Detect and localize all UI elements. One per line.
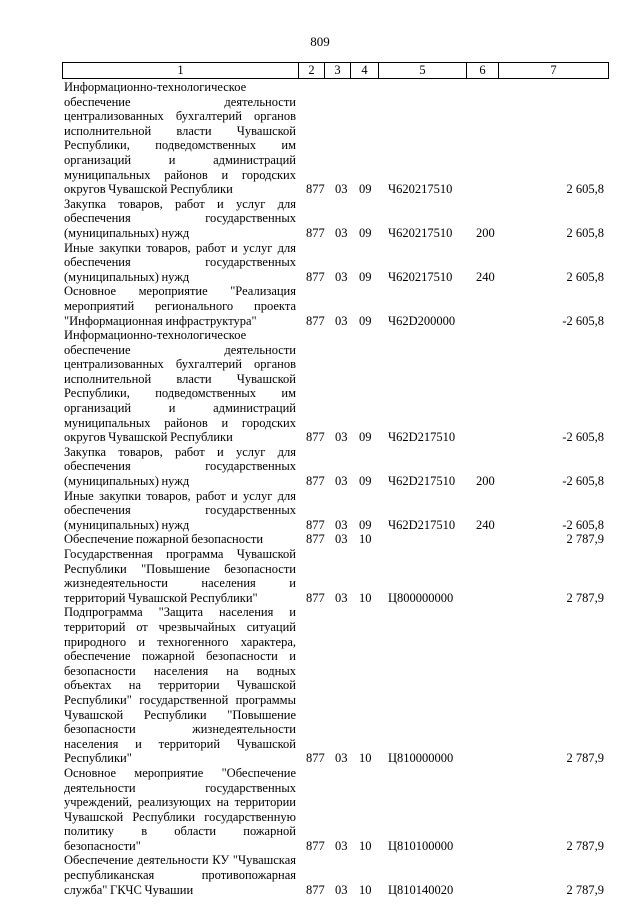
row-section-code: 03: [335, 225, 348, 240]
row-subsection-code: 09: [359, 182, 372, 197]
table-header: [62, 62, 609, 79]
row-section-code: 03: [335, 430, 348, 445]
row-target-article: Ц810140020: [388, 882, 454, 897]
row-ministry-code: 877: [306, 269, 325, 284]
row-ministry-code: 877: [306, 882, 325, 897]
row-subsection-code: 10: [359, 882, 372, 897]
row-amount: 2 787,9: [566, 882, 604, 897]
row-ministry-code: 877: [306, 182, 325, 197]
row-description: Обеспечение деятельности КУ "Чувашская республиканская противопожарная служба" ГКЧС Чувашии: [64, 853, 296, 897]
row-description: Обеспечение пожарной безопасности: [64, 532, 264, 547]
row-description: Иные закупки товаров, работ и услуг для обеспечения государственных (муниципальных) нужд: [64, 240, 296, 284]
row-subsection-code: 09: [359, 313, 372, 328]
row-section-code: 03: [335, 517, 348, 532]
table-row: [0, 241, 640, 285]
table-body: [0, 80, 640, 897]
row-target-article: Ч620217510: [388, 182, 453, 197]
row-target-article: Ч62D217510: [388, 430, 456, 445]
row-section-code: 03: [335, 751, 348, 766]
row-target-article: Ч62D200000: [388, 313, 456, 328]
header-col-3: 3: [325, 63, 351, 78]
row-ministry-code: 877: [306, 751, 325, 766]
row-subsection-code: 10: [359, 751, 372, 766]
row-subsection-code: 09: [359, 474, 372, 489]
row-ministry-code: 877: [306, 225, 325, 240]
row-subsection-code: 10: [359, 532, 372, 547]
table-row: [0, 445, 640, 489]
row-amount: 2 605,8: [566, 225, 604, 240]
row-description: Закупка товаров, работ и услуг для обеспечения государственных (муниципальных) нужд: [64, 196, 296, 240]
row-subsection-code: 09: [359, 517, 372, 532]
row-target-article: Ч620217510: [388, 225, 453, 240]
row-description: Информационно-технологическое обеспечение деятельности централизованных бухгалтерий органов исполнительной власти Чувашской Республики, подведомственных им организаций и администраций муниципальных районов и городских округов Чувашской Республики: [64, 80, 296, 197]
header-col-6: 6: [467, 63, 499, 78]
table-row: [0, 284, 640, 328]
row-section-code: 03: [335, 313, 348, 328]
table-row: [0, 80, 640, 197]
table-row: [0, 328, 640, 445]
row-amount: 2 787,9: [566, 532, 604, 547]
row-target-article: Ц800000000: [388, 590, 454, 605]
row-target-article: Ч620217510: [388, 269, 453, 284]
row-section-code: 03: [335, 474, 348, 489]
row-description: Подпрограмма "Защита населения и территорий от чрезвычайных ситуаций природного и техногенного характера, обеспечение пожарной безопасности и безопасности населения на водных объектах на территории Чувашской Республики" государственной программы Чувашской Республики "Повышение безопасности жизнедеятельности населения и территорий Чувашской Республики": [64, 605, 296, 766]
row-amount: 2 787,9: [566, 751, 604, 766]
row-section-code: 03: [335, 838, 348, 853]
row-target-article: Ч62D217510: [388, 517, 456, 532]
table-row: [0, 605, 640, 766]
row-amount: 2 787,9: [566, 838, 604, 853]
header-col-5: 5: [379, 63, 467, 78]
row-amount: 2 605,8: [566, 269, 604, 284]
row-description: Основное мероприятие "Обеспечение деятельности государственных учреждений, реализующих на территории Чувашской Республики государственную политику в области пожарной безопасности": [64, 765, 296, 853]
row-section-code: 03: [335, 269, 348, 284]
row-subsection-code: 09: [359, 269, 372, 284]
row-amount: -2 605,8: [562, 474, 604, 489]
row-section-code: 03: [335, 590, 348, 605]
row-amount: 2 605,8: [566, 182, 604, 197]
row-expense-type: 240: [476, 269, 495, 284]
row-subsection-code: 09: [359, 225, 372, 240]
table-row: [0, 489, 640, 533]
row-target-article: Ц810000000: [388, 751, 454, 766]
header-col-7: 7: [550, 63, 557, 77]
row-ministry-code: 877: [306, 532, 325, 547]
page-number: 809: [310, 34, 330, 49]
table-row: [0, 197, 640, 241]
row-expense-type: 200: [476, 474, 495, 489]
row-ministry-code: 877: [306, 838, 325, 853]
row-ministry-code: 877: [306, 313, 325, 328]
header-col-4: 4: [351, 63, 379, 78]
row-description: Основное мероприятие "Реализация мероприятий регионального проекта "Информационная инфраструктура": [64, 284, 296, 328]
row-expense-type: 240: [476, 517, 495, 532]
row-description: Государственная программа Чувашской Республики "Повышение безопасности жизнедеятельности населения и территорий Чувашской Республики": [64, 547, 296, 605]
row-target-article: Ц810100000: [388, 838, 454, 853]
row-ministry-code: 877: [306, 590, 325, 605]
row-description: Закупка товаров, работ и услуг для обеспечения государственных (муниципальных) нужд: [64, 444, 296, 489]
row-section-code: 03: [335, 182, 348, 197]
row-ministry-code: 877: [306, 430, 325, 445]
row-description: Информационно-технологическое обеспечение деятельности централизованных бухгалтерий органов исполнительной власти Чувашской Республики, подведомственных им организаций и администраций муниципальных районов и городских округов Чувашской Республики: [64, 328, 296, 445]
row-expense-type: 200: [476, 225, 495, 240]
row-amount: -2 605,8: [562, 517, 604, 532]
row-subsection-code: 09: [359, 430, 372, 445]
table-row: [0, 853, 640, 897]
row-subsection-code: 10: [359, 590, 372, 605]
table-row: [0, 766, 640, 854]
row-target-article: Ч62D217510: [388, 474, 456, 489]
header-col-2: 2: [299, 63, 325, 78]
row-description: Иные закупки товаров, работ и услуг для обеспечения государственных (муниципальных) нужд: [64, 488, 296, 532]
row-subsection-code: 10: [359, 838, 372, 853]
row-ministry-code: 877: [306, 474, 325, 489]
table-row: [0, 532, 640, 547]
row-ministry-code: 877: [306, 517, 325, 532]
row-section-code: 03: [335, 882, 348, 897]
row-amount: 2 787,9: [566, 590, 604, 605]
row-section-code: 03: [335, 532, 348, 547]
row-amount: -2 605,8: [562, 430, 604, 445]
table-row: [0, 547, 640, 605]
row-amount: -2 605,8: [562, 313, 604, 328]
header-col-1: 1: [63, 63, 299, 78]
